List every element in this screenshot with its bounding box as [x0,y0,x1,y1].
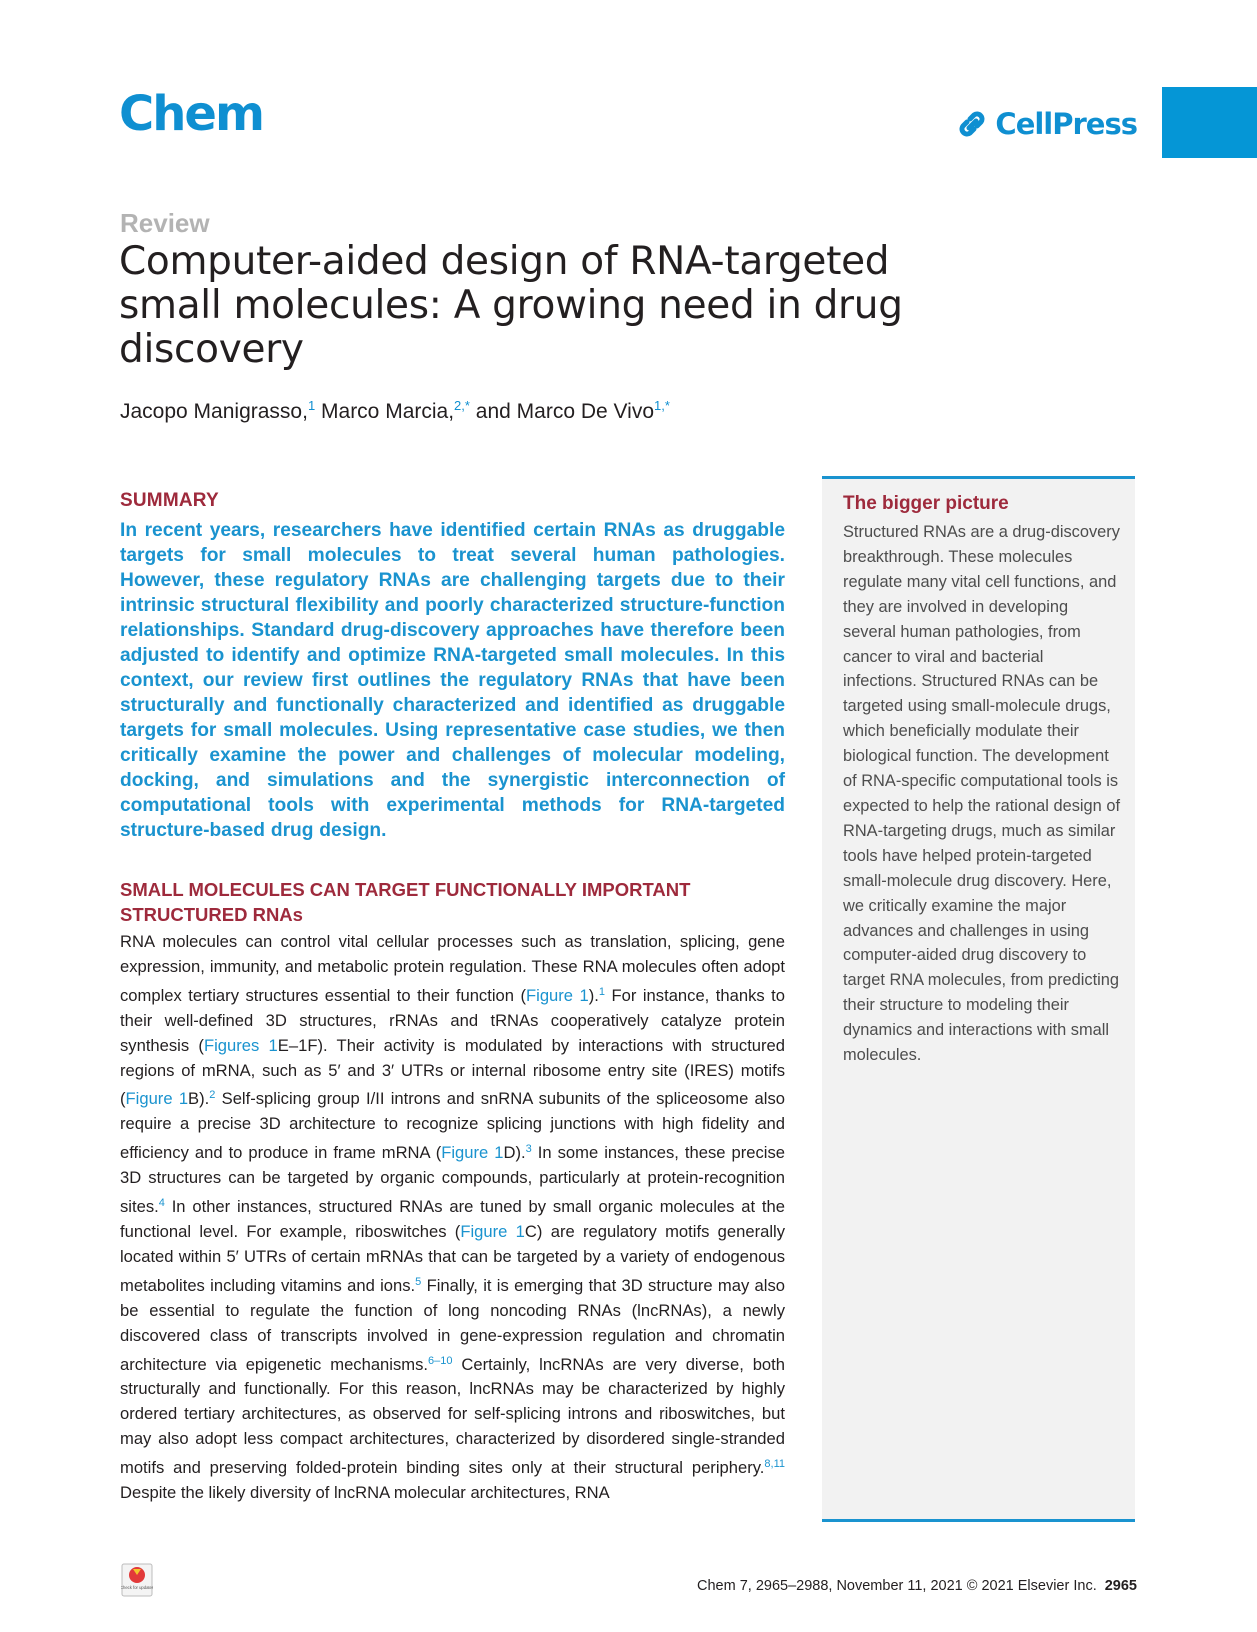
reference-link[interactable]: 3 [525,1143,532,1156]
corner-color-tab [1162,87,1257,158]
reference-link[interactable]: 8,11 [764,1458,785,1471]
summary-heading: SUMMARY [120,490,219,511]
text-run: Finally, it is emerging that 3D structure may also be essential to regulate the function of long noncoding RNAs (lncRNAs), a newly discovered class of transcripts involved in gene-expression regulation and chromatin architecture via epigenetic mechanisms. [120,1275,785,1374]
crossmark-icon[interactable] [121,1563,153,1597]
reference-link[interactable]: 4 [158,1197,165,1210]
text-run: Certainly, lncRNAs are very diverse, both structurally and functionally. For this reason, lncRNAs may be characterized by highly ordered tertiary architectures, as observed for self-splicing introns and riboswitches, but may also adopt less compact architectures, characterized by disordered single-stranded motifs and preserving folded-protein binding sites only at their structural periphery. [120,1354,785,1478]
figure-link[interactable]: Figure 1 [125,1089,189,1109]
author-name: Jacopo Manigrasso, [120,400,308,423]
summary-text: In recent years, researchers have identified certain RNAs as druggable targets for small molecules to treat several human pathologies. However, these regulatory RNAs are challenging targets due to their intrinsic structural flexibility and poorly characterized structure-function relationships. Standard drug-discovery approaches have therefore been adjusted to identify and optimize RNA-targeted small molecules. In this context, our review first outlines the regulatory RNAs that have been structurally and functionally characterized and identified as druggable targets for small molecules. Using representative case studies, we then critically examine the power and challenges of molecular modeling, docking, and simulations and the synergistic interconnection of computational tools with experimental methods for RNA-targeted structure-based drug design. [120,520,785,841]
text-run: ). [588,985,599,1005]
text-run: In some instances, these precise 3D structures can be targeted by organic compounds, particularly at protein-recognition sites. [120,1143,786,1217]
publisher-name: CellPress [995,107,1137,141]
publisher-logo [955,105,1137,143]
figure-link[interactable]: Figure 1 [526,985,589,1005]
reference-link[interactable]: 5 [415,1275,422,1288]
reference-link[interactable]: 6–10 [428,1354,453,1367]
text-run: RNA molecules can control vital cellular processes such as translation, splicing, gene expression, immunity, and metabolic protein regulation. These RNA molecules often adopt complex tertiary structures essential to their function ( [120,932,785,1005]
figure-link[interactable]: Figure 1 [460,1221,525,1241]
citation: Chem 7, 2965–2988, November 11, 2021 © 2021 Elsevier Inc. [696,1578,1097,1594]
cellpress-link-icon [955,107,989,141]
author-name: Marco Marcia, [321,400,455,423]
main-column [120,490,785,1506]
text-run: D). [503,1143,526,1163]
article-type: Review [120,208,210,238]
sidebar-text: Structured RNAs are a drug-discovery breakthrough. These molecules regulate many vital cell functions, and they are involved in developing several human pathologies, from cancer to viral and bacterial infections. Structured RNAs can be targeted using small-molecule drugs, which beneficially modulate their biological function. The development of RNA-specific computational tools is expected to help the rational design of RNA-targeting drugs, much as similar tools have helped protein-targeted small-molecule drug discovery. Here, we critically examine the major advances and challenges in using computer-aided drug discovery to target RNA molecules, from predicting their structure to modeling their dynamics and interactions with small molecules. [843,523,1121,1065]
figure-link[interactable]: Figure 1 [441,1143,504,1163]
text-run: Self-splicing group I/II introns and snRNA subunits of the spliceosome also require a precise 3D architecture to recognize splicing junctions with high fidelity and efficiency and to produce in frame mRNA ( [120,1089,785,1163]
page-footer [697,1578,1137,1594]
article-title: Computer-aided design of RNA-targeted small molecules: A growing need in drug discovery [119,239,903,372]
text-run: C) are regulatory motifs generally located within 5′ UTRs of certain mRNAs that can be targeted by a variety of endogenous metabolites including vitamins and ions. [120,1221,786,1295]
author-affiliation[interactable]: 2,* [454,398,470,413]
crossmark-label: Check for updates [121,1585,153,1590]
author-affiliation[interactable]: 1,* [654,398,670,413]
author-name: and Marco De Vivo [475,400,654,423]
page-number: 2965 [1104,1578,1137,1594]
author-affiliation[interactable]: 1 [307,398,316,413]
reference-link[interactable]: 1 [598,985,606,998]
reference-link[interactable]: 2 [209,1089,216,1102]
text-run: Despite the likely diversity of lncRNA molecular architectures, RNA [120,1483,610,1503]
section-heading: SMALL MOLECULES CAN TARGET FUNCTIONALLY IMPORTANT STRUCTURED RNAs [120,879,691,925]
sidebar-heading: The bigger picture [843,493,1009,514]
figure-link[interactable]: Figures 1 [203,1035,278,1055]
text-run: In other instances, structured RNAs are tuned by small organic molecules at the functional level. For example, riboswitches ( [120,1197,785,1241]
text-run: For instance, thanks to their well-defined 3D structures, rRNAs and tRNAs cooperatively catalyze protein synthesis ( [120,985,785,1055]
bigger-picture-box [822,476,1135,1522]
body-paragraph [120,930,785,1506]
text-run: E–1F). Their activity is modulated by interactions with structured regions of mRNA, such as 5′ and 3′ UTRs or internal ribosome entry site (IRES) motifs ( [120,1035,786,1109]
journal-logo: Chem [119,86,263,142]
author-list [120,398,670,424]
text-run: B). [188,1089,210,1109]
